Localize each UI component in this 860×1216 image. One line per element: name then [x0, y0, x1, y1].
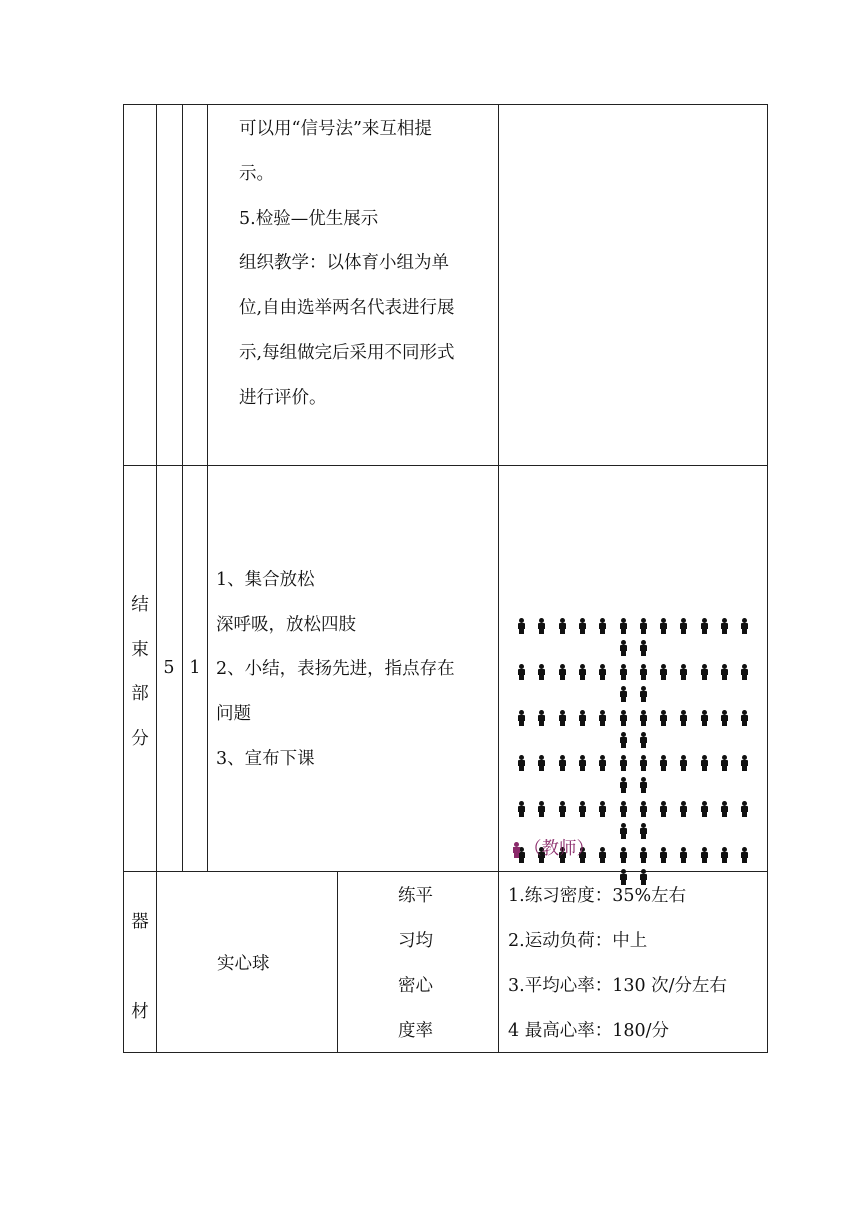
student-figure-r4-c2 — [537, 755, 545, 771]
student-figure-r5-c2 — [537, 801, 545, 817]
student-figure-r2-c11 — [720, 664, 728, 680]
student-figure-r5-c1 — [517, 801, 525, 817]
student-figure-r1-c9 — [679, 618, 687, 634]
lesson-plan-table — [123, 104, 768, 1053]
density-label-1: 练平 — [398, 886, 433, 906]
student-figure-r1-c1 — [517, 618, 525, 634]
student-figure-r1-c5 — [598, 618, 606, 634]
ending-label-char-4: 分 — [131, 729, 149, 749]
student-figure-r1-c4 — [578, 618, 586, 634]
student-figure-r4-c11 — [720, 755, 728, 771]
stat-line-4: 4 最高心率：180/分 — [508, 1021, 669, 1041]
student-pair-left-r3 — [619, 732, 627, 748]
student-figure-r4-c9 — [679, 755, 687, 771]
student-figure-r2-c3 — [558, 664, 566, 680]
student-pair-left-r6 — [619, 869, 627, 885]
student-pair-left-r2 — [619, 686, 627, 702]
stat-line-2: 2.运动负荷：中上 — [508, 931, 648, 951]
student-figure-r1-c8 — [659, 618, 667, 634]
ending-time: 5 — [163, 658, 175, 678]
student-figure-r2-c8 — [659, 664, 667, 680]
student-figure-r1-c7 — [639, 618, 647, 634]
student-figure-r4-c4 — [578, 755, 586, 771]
student-figure-r6-c7 — [639, 847, 647, 863]
student-figure-r5-c7 — [639, 801, 647, 817]
student-figure-r4-c8 — [659, 755, 667, 771]
student-figure-r3-c2 — [537, 710, 545, 726]
top-line-1: 可以用“信号法”来互相提 — [239, 119, 432, 139]
student-figure-r4-c6 — [619, 755, 627, 771]
student-pair-right-r3 — [639, 732, 647, 748]
ending-label-char-1: 结 — [131, 595, 149, 615]
student-figure-r5-c5 — [598, 801, 606, 817]
student-pair-right-r6 — [639, 869, 647, 885]
teacher-label: （教师） — [524, 839, 594, 859]
table-border-top — [123, 104, 768, 105]
density-label-2: 习均 — [398, 931, 433, 951]
ending-label-char-2: 束 — [131, 640, 149, 660]
student-figure-r2-c9 — [679, 664, 687, 680]
student-figure-r1-c6 — [619, 618, 627, 634]
student-figure-r3-c9 — [679, 710, 687, 726]
student-figure-r5-c4 — [578, 801, 586, 817]
student-figure-r6-c6 — [619, 847, 627, 863]
ending-count: 1 — [189, 658, 201, 678]
density-label-3: 密心 — [398, 976, 433, 996]
student-pair-right-r2 — [639, 686, 647, 702]
student-figure-r2-c2 — [537, 664, 545, 680]
col-divider-equipment — [337, 871, 338, 1053]
formation-diagram — [499, 466, 767, 871]
student-pair-right-r1 — [639, 640, 647, 656]
student-figure-r2-c7 — [639, 664, 647, 680]
student-figure-r3-c1 — [517, 710, 525, 726]
stat-line-3: 3.平均心率：130 次/分左右 — [508, 976, 728, 996]
equipment-label-char-2: 材 — [131, 1002, 149, 1022]
student-figure-r6-c10 — [700, 847, 708, 863]
student-pair-left-r5 — [619, 823, 627, 839]
top-line-2: 示。 — [239, 164, 274, 184]
student-figure-r5-c8 — [659, 801, 667, 817]
student-figure-r6-c12 — [740, 847, 748, 863]
student-figure-r2-c4 — [578, 664, 586, 680]
student-pair-left-r4 — [619, 777, 627, 793]
student-figure-r6-c5 — [598, 847, 606, 863]
student-figure-r4-c5 — [598, 755, 606, 771]
student-figure-r1-c3 — [558, 618, 566, 634]
student-figure-r5-c10 — [700, 801, 708, 817]
student-figure-r2-c1 — [517, 664, 525, 680]
student-figure-r3-c4 — [578, 710, 586, 726]
student-figure-r4-c12 — [740, 755, 748, 771]
student-figure-r3-c10 — [700, 710, 708, 726]
col-divider-count — [207, 104, 208, 871]
student-figure-r2-c6 — [619, 664, 627, 680]
student-figure-r3-c7 — [639, 710, 647, 726]
table-border-right — [767, 104, 768, 1053]
density-label-4: 度率 — [398, 1021, 433, 1041]
student-figure-r4-c10 — [700, 755, 708, 771]
ending-line-3: 2、小结，表扬先进，指点存在 — [216, 659, 455, 679]
student-figure-r6-c9 — [679, 847, 687, 863]
student-figure-r5-c11 — [720, 801, 728, 817]
student-figure-r1-c11 — [720, 618, 728, 634]
top-line-5: 位,自由选举两名代表进行展 — [239, 298, 455, 318]
top-line-3: 5.检验—优生展示 — [239, 209, 379, 229]
equipment-label-char-1: 器 — [131, 912, 149, 932]
col-divider-time — [182, 104, 183, 871]
student-figure-r3-c5 — [598, 710, 606, 726]
ending-line-1: 1、集合放松 — [216, 570, 315, 590]
teacher-icon — [512, 842, 520, 858]
ending-label-char-3: 部 — [131, 684, 149, 704]
student-figure-r2-c12 — [740, 664, 748, 680]
ending-line-2: 深呼吸，放松四肢 — [216, 615, 356, 635]
student-figure-r3-c8 — [659, 710, 667, 726]
student-figure-r4-c3 — [558, 755, 566, 771]
row-divider-2 — [123, 871, 768, 872]
student-figure-r3-c12 — [740, 710, 748, 726]
student-figure-r2-c10 — [700, 664, 708, 680]
stat-line-1: 1.练习密度：35%左右 — [508, 886, 687, 906]
top-line-7: 进行评价。 — [239, 388, 327, 408]
student-figure-r1-c10 — [700, 618, 708, 634]
table-border-bottom — [123, 1052, 768, 1053]
student-figure-r2-c5 — [598, 664, 606, 680]
student-figure-r3-c6 — [619, 710, 627, 726]
student-figure-r5-c9 — [679, 801, 687, 817]
top-line-4: 组织教学：以体育小组为单 — [239, 253, 449, 273]
top-line-6: 示,每组做完后采用不同形式 — [239, 343, 455, 363]
student-pair-left-r1 — [619, 640, 627, 656]
student-figure-r4-c7 — [639, 755, 647, 771]
equipment-name: 实心球 — [217, 954, 270, 974]
student-figure-r5-c12 — [740, 801, 748, 817]
student-figure-r5-c3 — [558, 801, 566, 817]
student-figure-r3-c11 — [720, 710, 728, 726]
student-figure-r3-c3 — [558, 710, 566, 726]
student-figure-r6-c11 — [720, 847, 728, 863]
student-figure-r5-c6 — [619, 801, 627, 817]
ending-line-5: 3、宣布下课 — [216, 749, 315, 769]
student-figure-r1-c12 — [740, 618, 748, 634]
ending-line-4: 问题 — [216, 704, 251, 724]
student-figure-r4-c1 — [517, 755, 525, 771]
col-divider-label — [156, 104, 157, 1053]
student-pair-right-r4 — [639, 777, 647, 793]
student-figure-r1-c2 — [537, 618, 545, 634]
table-border-left — [123, 104, 124, 1053]
student-pair-right-r5 — [639, 823, 647, 839]
student-figure-r6-c8 — [659, 847, 667, 863]
